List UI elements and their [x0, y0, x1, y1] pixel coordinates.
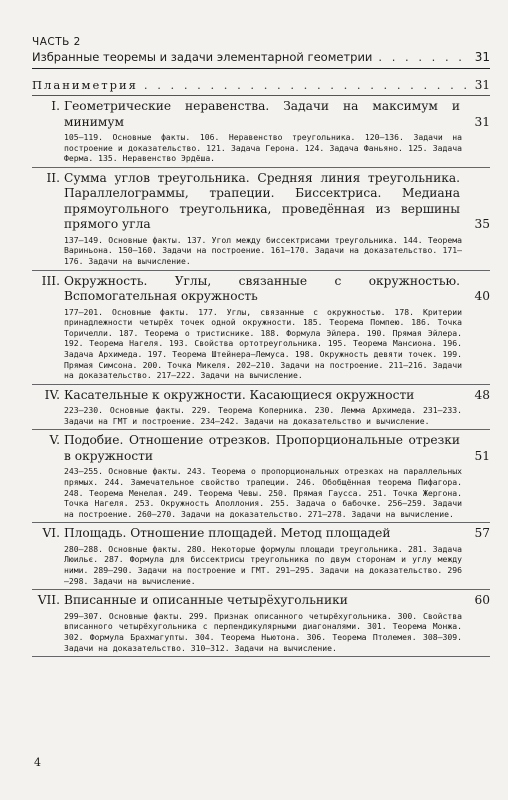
chapter-title: Сумма углов треугольника. Средняя линия треугольника. Параллелограммы, трапеции. Биссектриса. Медиана прямоугольного треугольника, проведённая из вершины прямого угла	[64, 170, 460, 232]
chapter-contents: 299—307. Основные факты. 299. Признак описанного четырёхугольника. 300. Свойства вписанного четырёхугольника с перпендикулярными диагоналями. 301. Теорема Монжа. 302. Формула Брахмагупты. 304. Теорема Ньютона. 306. Теорема Птолемея. 308—309. Задачи на доказательство. 310—312. Задачи на вычисление.	[64, 610, 462, 653]
leader-dots	[144, 78, 469, 92]
part-page: 31	[474, 50, 490, 64]
chapter-entry	[32, 99, 490, 168]
chapter-entry	[32, 171, 490, 271]
chapter-contents: 105—119. Основные факты. 106. Неравенство треугольника. 120—136. Задачи на построение и доказательство. 121. Задача Герона. 124. Задача Фаньяно. 125. Задача Ферма. 135. Неравенство Эрдёша.	[64, 132, 462, 164]
chapter-entry	[32, 388, 490, 431]
chapter-page: 31	[474, 114, 490, 129]
table-of-contents	[32, 36, 490, 657]
chapter-page: 35	[474, 217, 490, 232]
chapter-contents: 177—201. Основные факты. 177. Углы, связанные с окружностью. 178. Критерии принадлежности четырёх точек одной окружности. 185. Теорема Помпею. 186. Точка Торичелли. 187. Теорема о тристиснике. 188. Формула Эйлера. 190. Прямая Эйлера. 192. Теорема Нагеля. 193. Свойства ортотреугольника. 195. Теорема Мансиона. 196. Задача Архимеда. 197. Теорема Штейнера—Лемуса. 198. Окружность девяти точек. 199. Прямая Симсона. 200. Точка Микеля. 202—210. Задачи на построение. 211—216. Задачи на доказательство. 217—222. Задачи на вычисление.	[64, 306, 462, 381]
section-title: Планиметрия	[32, 78, 138, 92]
chapter-number: IV.	[44, 387, 60, 402]
chapter-number: II.	[46, 170, 60, 185]
chapter-number: VII.	[37, 593, 60, 608]
section-page: 31	[474, 78, 490, 92]
chapter-contents: 243—255. Основные факты. 243. Теорема о пропорциональных отрезках на параллельных прямых. 244. Замечательное свойство трапеции. 246. Обобщённая теорема Пифагора. 248. Теорема Менелая. 249. Теорема Чевы. 250. Прямая Гаусса. 251. Точка Жергона. Точка Нагеля. 253. Окружность Аполлония. 255. Задача о бабочке. 256—259. Задачи на построение. 260—270. Задачи на доказательство. 271—278. Задачи на вычисление.	[64, 466, 462, 519]
chapter-entry	[32, 274, 490, 385]
section-row	[32, 78, 490, 96]
chapter-page: 51	[474, 448, 490, 463]
chapter-page: 40	[474, 289, 490, 304]
chapter-entry	[32, 433, 490, 523]
chapter-entry	[32, 593, 490, 657]
chapter-title: Подобие. Отношение отрезков. Пропорциональные отрезки в окружности	[64, 433, 460, 463]
chapter-page: 48	[474, 387, 490, 402]
chapter-contents: 280—288. Основные факты. 280. Некоторые формулы площади треугольника. 281. Задача Люильє. 287. Формула для биссектрисы треугольника по двум сторонам и углу между ними. 289—290. Задачи на построение и ГМТ. 291—295. Задачи на доказательство. 296—298. Задачи на вычисление.	[64, 543, 462, 586]
chapter-contents: 137—149. Основные факты. 137. Угол между биссектрисами треугольника. 144. Теорема Вариньона. 150—160. Задачи на построение. 161—170. Задачи на доказательство. 171—176. Задачи на вычисление.	[64, 234, 462, 266]
chapter-number: VI.	[42, 526, 60, 541]
chapter-title: Окружность. Углы, связанные с окружностью. Вспомогательная окружность	[64, 273, 460, 304]
chapter-title: Площадь. Отношение площадей. Метод площадей	[64, 526, 391, 541]
chapter-contents: 223—230. Основные факты. 229. Теорема Коперника. 230. Лемма Архимеда. 231—233. Задачи на ГМТ и построение. 234—242. Задачи на доказательство и вычисление.	[64, 405, 462, 426]
chapter-title: Геометрические неравенства. Задачи на максимум и минимум	[64, 99, 460, 129]
chapter-number: V.	[49, 433, 60, 448]
part-title-row	[32, 50, 490, 69]
chapter-page: 60	[474, 593, 490, 608]
chapter-title: Вписанные и описанные четырёхугольники	[64, 593, 348, 608]
chapter-page: 57	[474, 526, 490, 541]
part-label: ЧАСТЬ 2	[32, 36, 81, 48]
leader-dots	[378, 50, 468, 64]
part-title: Избранные теоремы и задачи элементарной геометрии	[32, 50, 373, 64]
chapter-entry	[32, 526, 490, 590]
page-number: 4	[34, 756, 41, 769]
chapter-number: III.	[41, 273, 60, 288]
chapter-number: I.	[51, 99, 60, 113]
chapter-title: Касательные к окружности. Касающиеся окружности	[64, 387, 415, 402]
